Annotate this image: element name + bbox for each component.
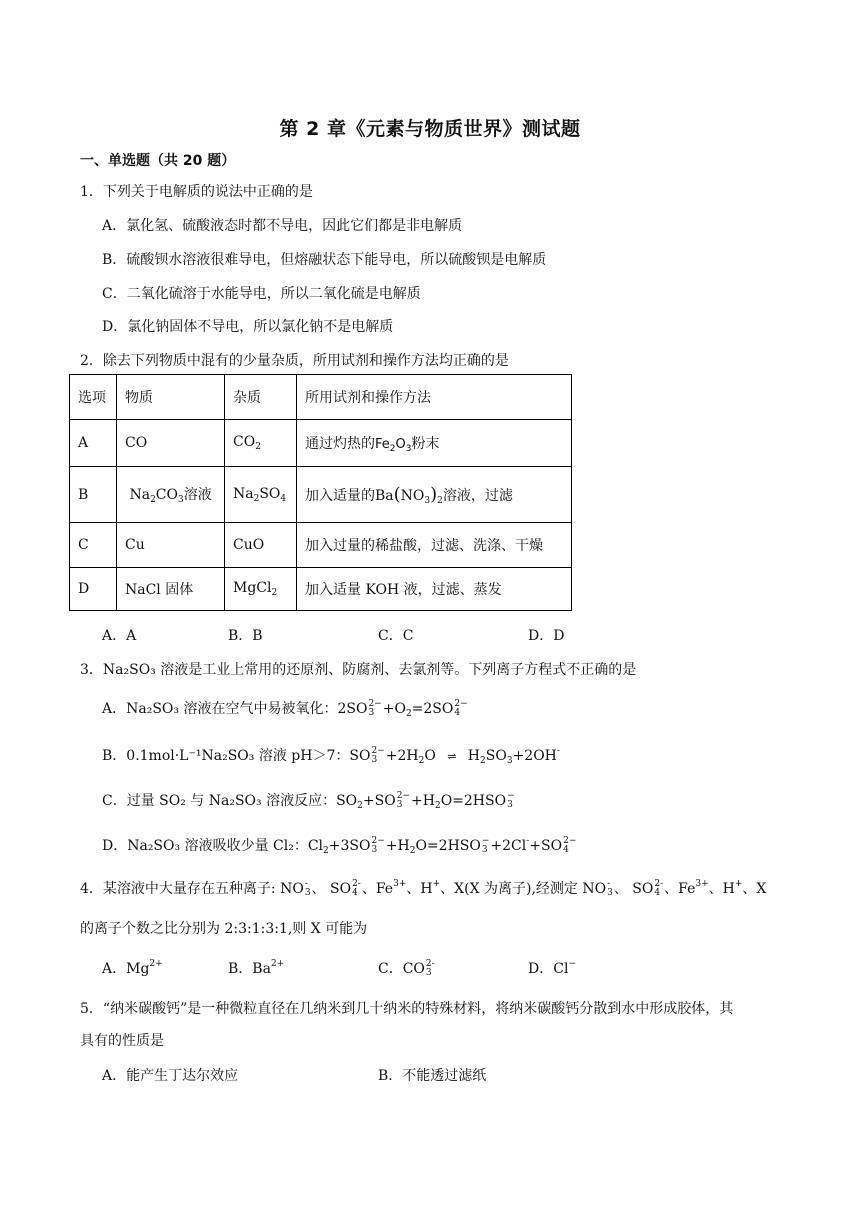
q5-option-b: B．不能透过滤纸 xyxy=(378,1068,487,1084)
option-text: C．过量 SO₂ 与 Na₂SO₃ 溶液反应： xyxy=(102,793,337,809)
q4-answer-d: D．Cl− xyxy=(528,959,576,977)
table-cell-option: A xyxy=(70,420,117,467)
q3-option-a xyxy=(102,698,469,719)
table-row xyxy=(70,467,572,523)
q2-answer-b: B．B xyxy=(228,628,263,644)
table-cell-option: B xyxy=(70,467,117,523)
q3-option-b xyxy=(102,745,560,766)
table-row xyxy=(70,420,572,467)
table-header-row xyxy=(70,375,572,420)
answer-letter: D． xyxy=(528,961,554,977)
table-cell-substance xyxy=(117,467,225,523)
formula-subscript: 2 xyxy=(255,442,261,452)
table-cell-substance: NaCl 固体 xyxy=(117,568,225,611)
table-cell-substance: CO xyxy=(117,420,225,467)
formula-fe2o3: $Fe_2O_3$ xyxy=(375,436,412,454)
formula-mgcl2: MgCl$_2$ xyxy=(233,580,278,598)
q2-answer-d: D．D xyxy=(528,628,565,644)
formula-ba-no3-2: $Ba(NO_3)_2$ xyxy=(375,483,443,506)
table-cell-impurity xyxy=(225,568,297,611)
formula-na2so4: $Na_2SO_4$ xyxy=(233,485,287,504)
q3-option-d xyxy=(102,835,577,856)
q1-option-b: B．硫酸钡水溶液很难导电，但熔融状态下能导电，所以硫酸钡是电解质 xyxy=(102,252,547,268)
table-header-cell: 所用试剂和操作方法 xyxy=(297,375,572,420)
q2-answer-c: C．C xyxy=(378,628,414,644)
table-cell-method: 加入适量 KOH 液，过滤、蒸发 xyxy=(297,568,572,611)
table-cell-option: C xyxy=(70,523,117,568)
q3-option-c xyxy=(102,790,516,811)
table-header-cell: 选项 xyxy=(70,375,117,420)
equation-c: $SO_2+SO$ 2− 3 $+H_2O=2HSO$ − 3 xyxy=(336,791,515,811)
table-cell-impurity xyxy=(225,467,297,523)
table-cell-method: 加入过量的稀盐酸，过滤、洗涤、干燥 xyxy=(297,523,572,568)
table-cell-impurity xyxy=(225,420,297,467)
table-row xyxy=(70,568,572,611)
q2-table xyxy=(69,374,572,611)
q3-stem: 3．Na₂SO₃ 溶液是工业上常用的还原剂、防腐剂、去氯剂等。下列离子方程式不正确的是 xyxy=(80,662,637,678)
q1-option-a: A．氯化氢、硫酸液态时都不导电，因此它们都是非电解质 xyxy=(102,218,463,234)
page-title: 第 2 章《元素与物质世界》测试题 xyxy=(279,118,581,140)
answer-letter: C． xyxy=(378,961,403,977)
table-header-cell: 杂质 xyxy=(225,375,297,420)
table-header-cell: 物质 xyxy=(117,375,225,420)
method-text: 通过灼热的 xyxy=(305,435,375,452)
table-cell-option: D xyxy=(70,568,117,611)
q4-answer-a: A．$Mg^{2+}$ xyxy=(102,959,163,977)
equation-a: 2SO 2− 3 $+O_2=2SO$ 2− 4 xyxy=(337,699,468,719)
q4-stem: 4．某溶液中大量存在五种离子: NO - 3 、 SO 2- 4 、$Fe^{3+}$、H+、X(X 为离子),经测定 NO - 3 、 SO 2- 4 、$Fe^{3+}$、H+、X xyxy=(80,879,767,898)
option-text: B．0.1mol·L⁻¹Na₂SO₃ 溶液 pH＞7： xyxy=(102,748,350,764)
formula-text: CO xyxy=(233,434,256,450)
q5-stem-line1: 5．“纳米碳酸钙”是一种微粒直径在几纳米到几十纳米的特殊材料，将纳米碳酸钙分散到水中形成胶体，其 xyxy=(80,1001,734,1017)
method-text: 加入适量的 xyxy=(305,487,375,504)
q2-stem: 2．除去下列物质中混有的少量杂质，所用试剂和操作方法均正确的是 xyxy=(80,353,509,369)
formula-na2co3: $Na_2CO_3$ xyxy=(129,487,184,505)
q4-text: X(X 为离子),经测定 xyxy=(454,881,578,897)
table-cell-substance: Cu xyxy=(117,523,225,568)
q1-option-d: D．氯化钠固体不导电，所以氯化钠不是电解质 xyxy=(102,319,394,335)
equation-d: $Cl_2+3SO$ 2− 3 $+H_2O=2HSO$ − 3 +2Cl-+SO 2− 4 xyxy=(307,836,577,856)
q4-answer-c: C．CO 2- 3 xyxy=(378,959,435,978)
answer-letter: B． xyxy=(228,961,253,977)
method-text: 粉末 xyxy=(411,435,440,452)
answer-letter: A． xyxy=(102,961,127,977)
section-heading: 一、单选题（共 20 题） xyxy=(80,153,236,169)
q4-text: 4．某溶液中大量存在五种离子: xyxy=(80,881,276,897)
table-cell-method xyxy=(297,467,572,523)
table-cell-impurity: CuO xyxy=(225,523,297,568)
table-cell-method xyxy=(297,420,572,467)
substance-suffix: 溶液 xyxy=(183,487,212,503)
q4-stem-line2: 的离子个数之比分别为 2:3:1:3:1,则 X 可能为 xyxy=(80,921,368,937)
q1-option-c: C．二氧化硫溶于水能导电，所以二氧化硫是电解质 xyxy=(102,286,421,302)
q5-stem-line2: 具有的性质是 xyxy=(80,1033,164,1049)
table-row xyxy=(70,523,572,568)
equation-b: SO 2− 3 $+2H_2O$ ⇌ $H_2SO_3+2OH^-$ xyxy=(349,746,560,766)
option-text: A．Na₂SO₃ 溶液在空气中易被氧化： xyxy=(102,701,338,717)
q1-stem: 1．下列关于电解质的说法中正确的是 xyxy=(80,184,313,200)
reversible-arrow-icon: ⇌ xyxy=(447,750,457,763)
option-text: D．Na₂SO₃ 溶液吸收少量 Cl₂： xyxy=(102,838,308,854)
q4-answer-b: B．$Ba^{2+}$ xyxy=(228,959,285,977)
method-text: 溶液，过滤 xyxy=(442,487,513,504)
q5-option-a: A．能产生丁达尔效应 xyxy=(102,1068,239,1084)
q2-answer-a: A．A xyxy=(102,628,137,644)
